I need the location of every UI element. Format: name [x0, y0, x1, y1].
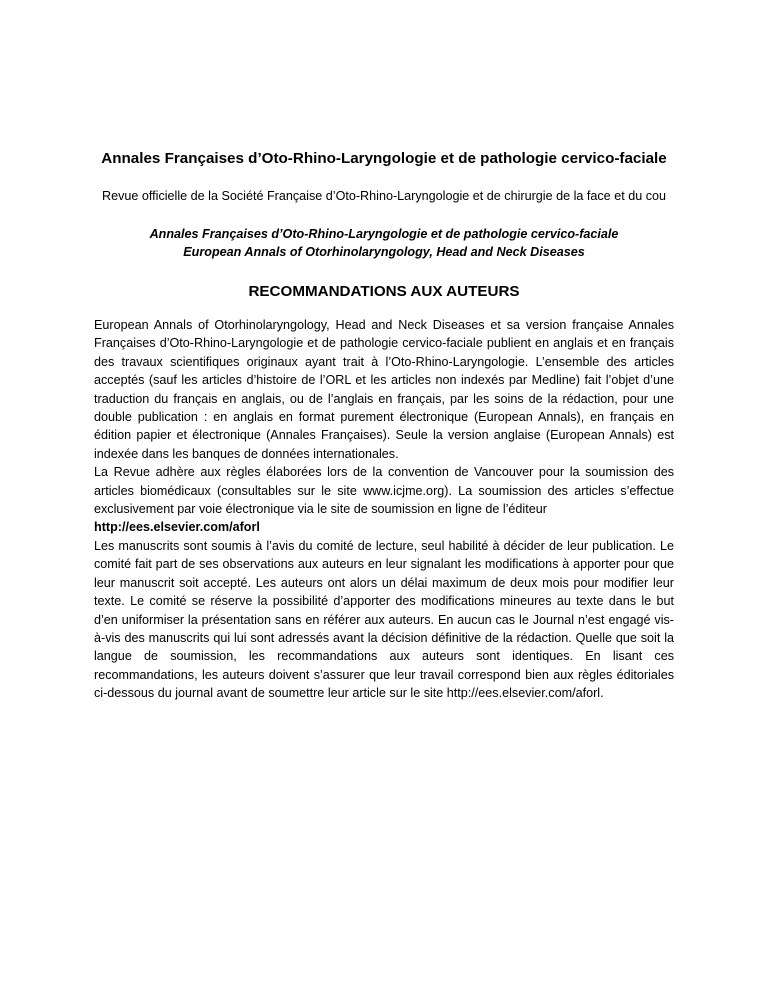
submission-link[interactable]: http://ees.elsevier.com/aforl [94, 520, 260, 535]
paragraph-review: Les manuscrits sont soumis à l’avis du comité de lecture, seul habilité à décider de leur publication. Le comité fait part de ses observations aux auteurs en leur signalant les modifications à apporter pour que leur manuscrit soit accepté. Les auteurs ont alors un délai maximum de deux mois pour modifier leur texte. Le comité se réserve la possibilité d’apporter des modifications mineures au texte dans le but d’en uniformiser la présentation sans en référer aux auteurs. En aucun cas le Journal n’est engagé vis-à-vis des manuscrits qui lui sont adressés avant la décision définitive de la rédaction. Quelle que soit la langue de soumission, les recommandations aux auteurs sont identiques. En lisant ces recommandations, les auteurs doivent s’assurer que leur travail correspond bien aux règles éditoriales ci-dessous du journal avant de soumettre leur article sur le site http://ees.elsevier.com/aforl. [94, 538, 674, 701]
section-heading: RECOMMANDATIONS AUX AUTEURS [248, 283, 520, 300]
journal-name-french: Annales Françaises d’Oto-Rhino-Laryngologie et de pathologie cervico-faciale [149, 227, 619, 241]
journal-name-english: European Annals of Otorhinolaryngology, Head and Neck Diseases [183, 245, 585, 259]
paragraph-vancouver: La Revue adhère aux règles élaborées lors de la convention de Vancouver pour la soumission des articles biomédicaux (consultables sur le site www.icjme.org). La soumission des articles s’effectue exclusivement par voie électronique via le site de soumission en ligne de l’éditeur [94, 465, 674, 517]
journal-names [94, 225, 674, 261]
main-title: Annales Françaises d’Oto-Rhino-Laryngologie et de pathologie cervico-faciale [101, 150, 667, 167]
subtitle: Revue officielle de la Société Française d’Oto-Rhino-Laryngologie et de chirurgie de la face et du cou [101, 189, 667, 203]
paragraph-intro: European Annals of Otorhinolaryngology, Head and Neck Diseases et sa version française Annales Françaises d’Oto-Rhino-Laryngologie et de pathologie cervico-faciale publient en anglais et en français des travaux scientifiques originaux ayant trait à l’Oto-Rhino-Laryngologie. L’ensemble des articles acceptés (sauf les articles d’histoire de l’ORL et les articles non indexés par Medline) fait l’objet d’une traduction du français en anglais, ou de l’anglais en français, par les soins de la rédaction, pour une double publication : en anglais en format purement électronique (European Annals), en français en édition papier et électronique (Annales Françaises). Seule la version anglaise (European Annals) est indexée dans les banques de données internationales. [94, 318, 674, 461]
document-page [94, 150, 674, 703]
body-text [94, 316, 674, 703]
